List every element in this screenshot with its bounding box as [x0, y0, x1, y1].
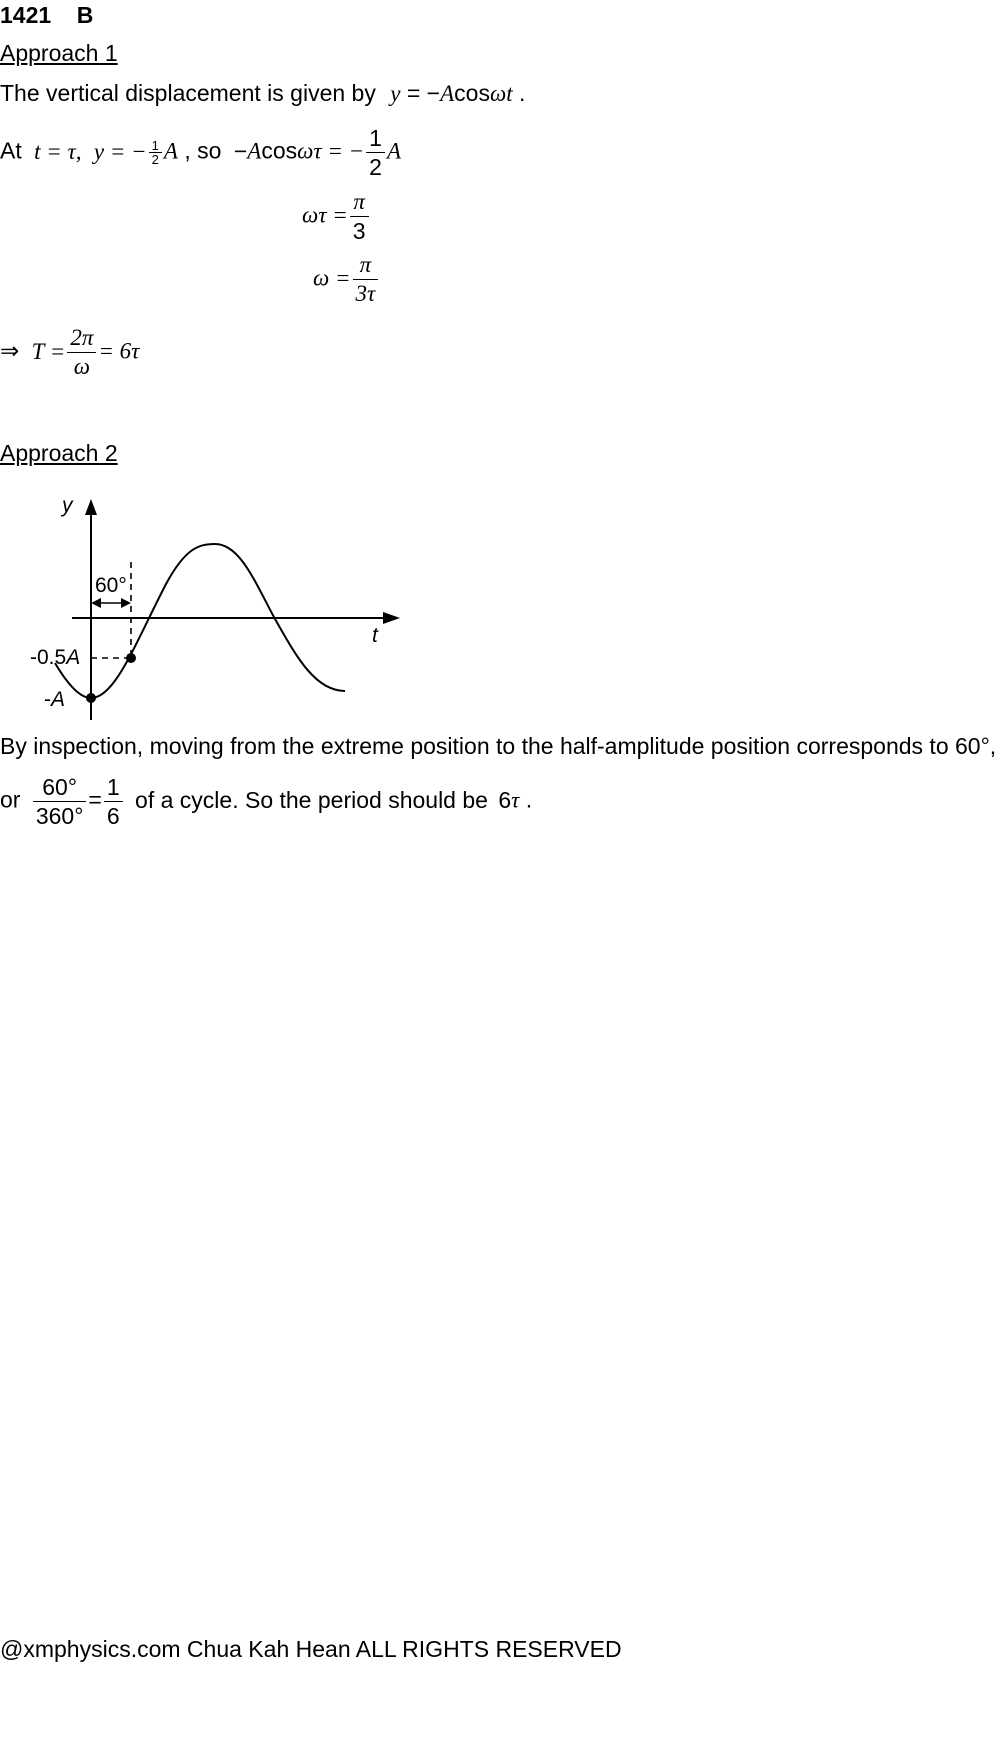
- sine-curve: [55, 544, 345, 698]
- minus-half-fraction: $\frac{1}{2}$: [366, 126, 385, 179]
- approach2-heading: Approach 2: [0, 440, 118, 466]
- half-amplitude-label: -0.5A: [30, 646, 81, 669]
- t-axis-label: t: [372, 624, 378, 647]
- omega-equation: ω = $\frac{\pi}{3\tau}$: [313, 253, 380, 306]
- sine-graph: [0, 484, 420, 724]
- t-axis-arrow: [383, 612, 400, 624]
- omega-tau-equation: ωτ = $\frac{\pi}{3}$: [302, 190, 371, 243]
- degree-fraction: $\frac{60^\circ}{360^\circ}$: [33, 775, 87, 828]
- y-axis-arrow: [85, 499, 97, 515]
- y-axis-label: y: [62, 494, 73, 517]
- inspection-text-line1: By inspection, moving from the extreme position to the half-amplitude position corresponds to 60°,: [0, 733, 997, 759]
- question-header: [0, 2, 93, 29]
- min-point: [86, 693, 96, 703]
- sixth-fraction: $\frac{1}{6}$: [104, 775, 123, 828]
- half-fraction: $\frac{1}{2}$: [149, 139, 162, 166]
- answer-letter: B: [76, 2, 94, 28]
- angle-arrow-left-head: [91, 598, 101, 608]
- inspection-text-line2: or $\frac{60^\circ}{360^\circ}$ = $\frac{1}{6}$ of a cycle. So the period should be 6τ .: [0, 774, 533, 830]
- approach1-at-line: At t = τ, y = − $\frac{1}{2}$ A , so −Acosωτ = − $\frac{1}{2}$ A: [0, 125, 401, 181]
- question-number: 1421: [0, 2, 52, 28]
- half-amplitude-point: [126, 653, 136, 663]
- angle-arrow-right-head: [121, 598, 131, 608]
- angle-label: 60°: [95, 574, 127, 597]
- copyright-footer: @xmphysics.com Chua Kah Hean ALL RIGHTS RESERVED: [0, 1636, 622, 1662]
- approach1-heading: Approach 1: [0, 40, 118, 66]
- approach1-intro-line: The vertical displacement is given by y = −Acosωt .: [0, 80, 526, 106]
- min-label: -A: [44, 688, 66, 711]
- period-equation: ⇒ T = $\frac{2\pi}{\omega}$ = 6τ: [0, 325, 140, 380]
